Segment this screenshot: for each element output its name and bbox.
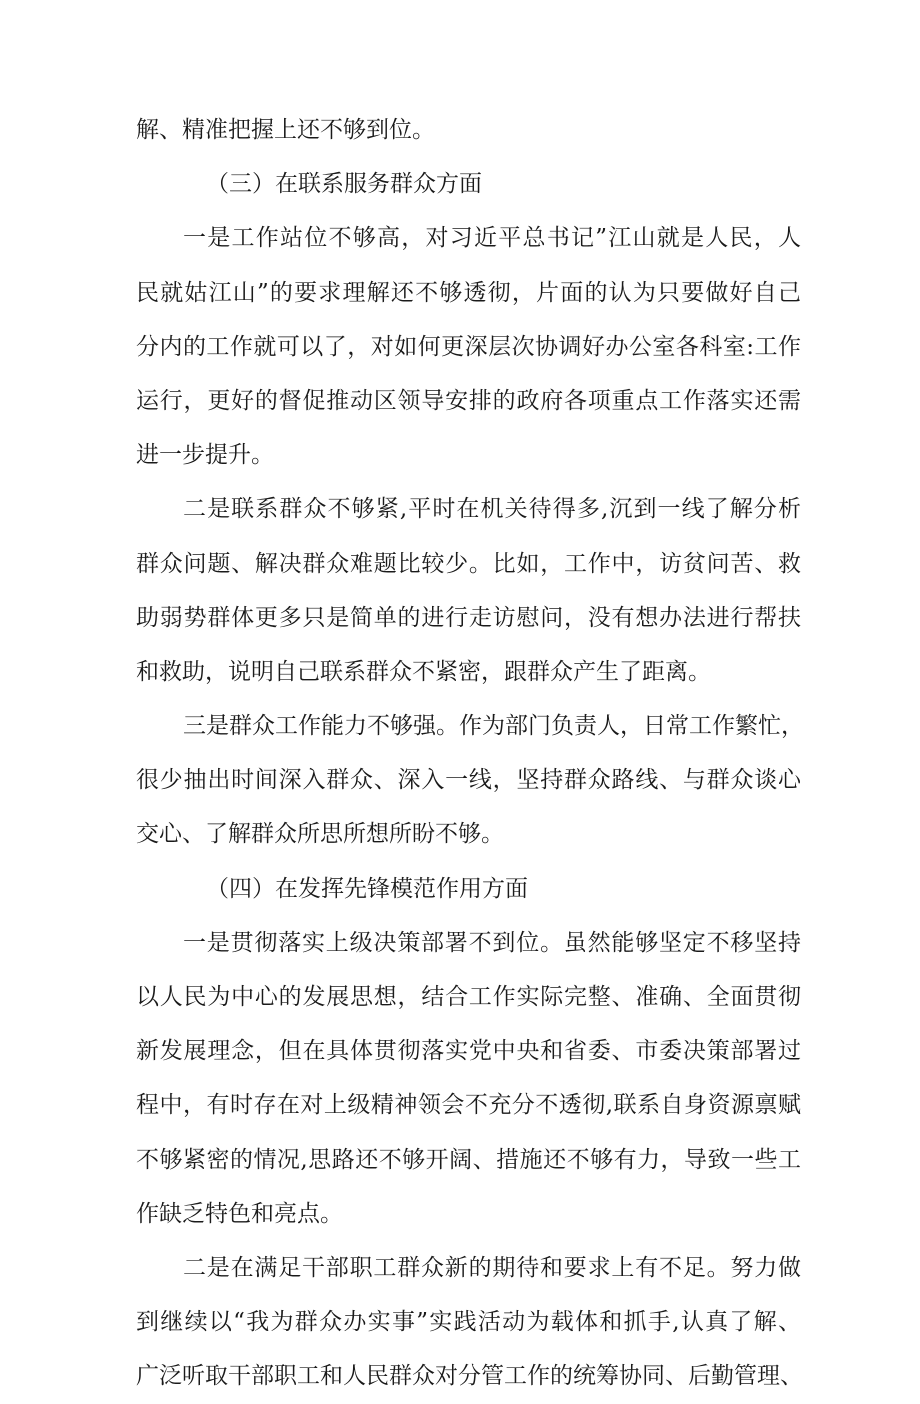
paragraph-line: 分内的工作就可以了，对如何更深层次协调好办公室各科室:工作 [136,333,801,360]
paragraph-line: 程中，有时存在对上级精神领会不充分不透彻,联系自身资源禀赋 [136,1092,801,1119]
paragraph-line: 二是联系群众不够紧,平时在机关待得多,沉到一线了解分析 [183,496,801,523]
paragraph-line: 新发展理念，但在具体贯彻落实党中央和省委、市委决策部署过 [136,1038,801,1065]
paragraph-line: 交心、了解群众所思所想所盼不够。 [136,821,504,848]
section-heading: （四）在发挥先锋模范作用方面 [206,875,528,902]
paragraph-line: 三是群众工作能力不够强。作为部门负责人，日常工作繁忙， [183,713,804,740]
section-heading: （三）在联系服务群众方面 [206,171,482,198]
paragraph-line: 民就姑江山”的要求理解还不够透彻，片面的认为只要做好自己 [136,279,801,306]
paragraph-line: 和救助，说明自己联系群众不紧密，跟群众产生了距离。 [136,658,711,685]
paragraph-line: 广泛听取干部职工和人民群众对分管工作的统筹协同、后勤管理、 [136,1363,803,1390]
paragraph-line: 很少抽出时间深入群众、深入一线，坚持群众路线、与群众谈心 [136,767,801,794]
paragraph-line: 到继续以“我为群众办实事”实践活动为载体和抓手,认真了解、 [136,1309,801,1336]
paragraph-line: 不够紧密的情况,思路还不够开阔、措施还不够有力，导致一些工 [136,1146,801,1173]
paragraph-line: 运行，更好的督促推动区领导安排的政府各项重点工作落实还需 [136,387,801,414]
paragraph-line: 二是在满足干部职工群众新的期待和要求上有不足。努力做 [183,1254,801,1281]
paragraph-line: 进一步提升。 [136,442,274,469]
paragraph-line: 助弱势群体更多只是简单的进行走访慰问，没有想办法进行帮扶 [136,604,801,631]
paragraph-line: 以人民为中心的发展思想，结合工作实际完整、准确、全面贯彻 [136,984,801,1010]
paragraph-line: 一是贯彻落实上级决策部署不到位。虽然能够坚定不移坚持 [183,929,801,956]
paragraph-line: 作缺乏特色和亮点。 [136,1200,343,1227]
paragraph-line: 一是工作站位不够高，对习近平总书记”江山就是人民，人 [183,225,801,252]
paragraph-line: 解、精准把握上还不够到位。 [136,117,435,143]
document-page [136,103,804,1404]
paragraph-line: 群众问题、解决群众难题比较少。比如，工作中，访贫问苦、救 [136,550,801,577]
